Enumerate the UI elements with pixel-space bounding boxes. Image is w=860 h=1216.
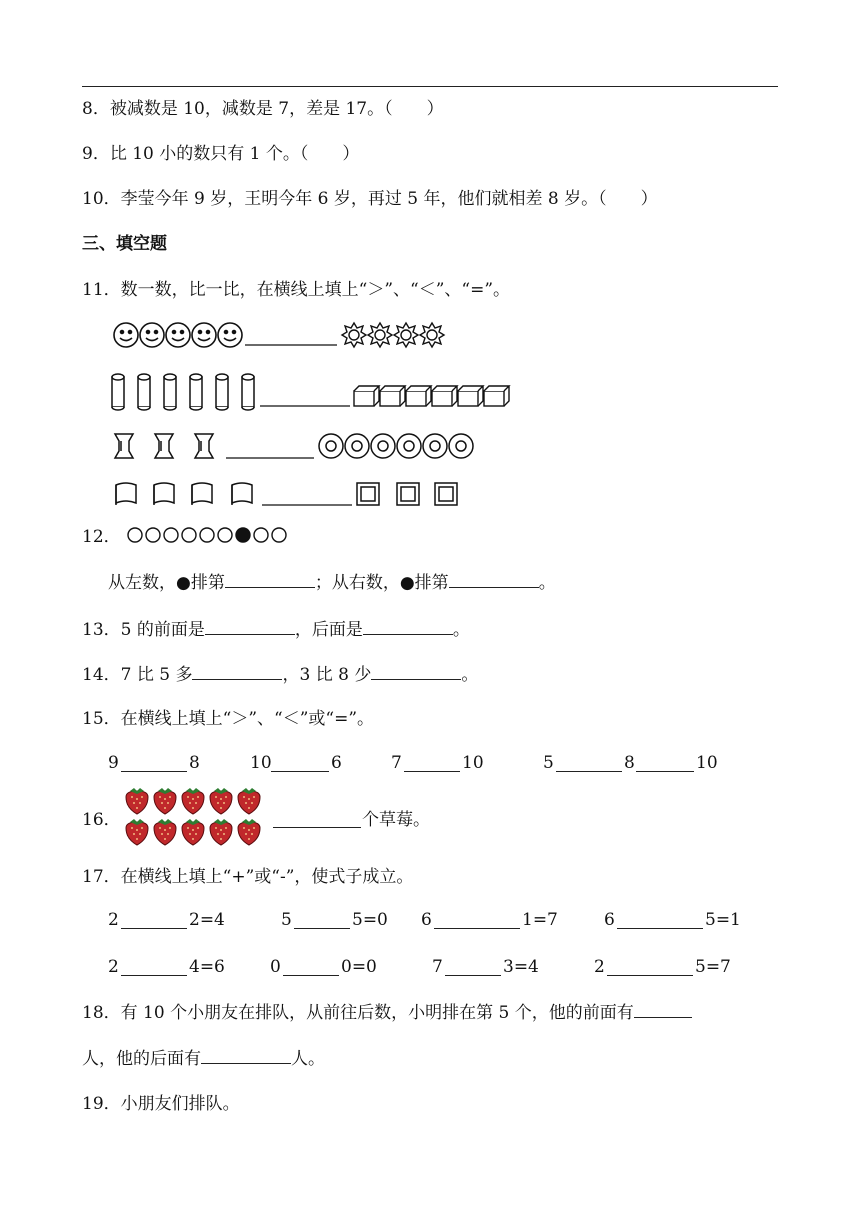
q17-operand: 5 [281, 910, 292, 930]
q12-left-blank[interactable] [225, 570, 315, 588]
q15-blank[interactable] [121, 771, 187, 772]
cylinder-cube-picture [110, 372, 530, 414]
q16-blank[interactable] [273, 827, 361, 828]
q15-blank[interactable] [271, 771, 329, 772]
q17-operand: 6 [604, 910, 615, 930]
question-16-number: 16． [82, 810, 121, 830]
q11-row-flag-square [112, 479, 472, 509]
q12-right-label: ；从右数，●排第 [314, 573, 449, 593]
q15-blank[interactable] [556, 771, 622, 772]
strawberry-picture [124, 786, 274, 848]
q17-result: 5=7 [695, 957, 731, 977]
q13-after-blank[interactable] [363, 617, 453, 635]
q17-blank[interactable] [121, 975, 187, 976]
question-19: 19．小朋友们排队。 [82, 1094, 240, 1114]
q17-result: 1=7 [522, 910, 558, 930]
q17-result: 5=0 [352, 910, 388, 930]
q15-value: 10 [696, 753, 718, 773]
q14-less-blank[interactable] [371, 662, 461, 680]
q17-operand: 6 [421, 910, 432, 930]
circle-sequence [126, 525, 306, 545]
q12-number: 12． [82, 527, 121, 547]
question-14 [82, 662, 478, 687]
q17-result: 0=0 [341, 957, 377, 977]
question-10: 10．李莹今年 9 岁，王明今年 6 岁，再过 5 年，他们就相差 8 岁。（ ） [82, 189, 658, 209]
q11-row-bobbin-ring [112, 431, 482, 463]
q18-end: 人。 [291, 1049, 325, 1069]
q18-text: 18．有 10 个小朋友在排队，从前往后数，小明排在第 5 个，他的前面有 [82, 1003, 634, 1023]
q15-value: 9 [108, 753, 119, 773]
question-15: 15．在横线上填上“＞”、“＜”或“=”。 [82, 709, 375, 729]
q15-blank[interactable] [404, 771, 460, 772]
q18-front-blank[interactable] [634, 1000, 692, 1018]
q12-right-blank[interactable] [449, 570, 539, 588]
q12-left-label: 从左数，●排第 [108, 573, 225, 593]
q15-value: 6 [331, 753, 342, 773]
q11-row-smiley-sun [112, 320, 512, 350]
q16-text: 个草莓。 [362, 810, 430, 830]
question-13 [82, 617, 470, 642]
q17-blank[interactable] [294, 928, 350, 929]
q13-before-blank[interactable] [205, 617, 295, 635]
q17-result: 4=6 [189, 957, 225, 977]
question-9: 9．比 10 小的数只有 1 个。（ ） [82, 144, 360, 164]
question-12 [82, 525, 306, 549]
q17-result: 2=4 [189, 910, 225, 930]
header-rule [82, 86, 778, 87]
q13-before-label: 13．5 的前面是 [82, 620, 205, 640]
q15-value: 8 [189, 753, 200, 773]
q17-operand: 7 [432, 957, 443, 977]
q17-blank[interactable] [607, 975, 693, 976]
q17-operand: 2 [108, 910, 119, 930]
question-18-continued [82, 1046, 325, 1071]
question-17: 17．在横线上填上“+”或“-”，使式子成立。 [82, 867, 414, 887]
q13-after-label: ，后面是 [294, 620, 363, 640]
q15-value: 8 [624, 753, 635, 773]
q15-value: 10 [462, 753, 484, 773]
q17-blank[interactable] [283, 975, 339, 976]
q17-result: 5=1 [705, 910, 741, 930]
q14-end: 。 [461, 665, 479, 685]
q11-row-cylinder-cube [110, 372, 530, 414]
q18-behind-label: 人，他的后面有 [82, 1049, 201, 1069]
q14-less-label: ，3 比 8 少 [282, 665, 372, 685]
q15-value: 10 [250, 753, 272, 773]
q15-value: 5 [543, 753, 554, 773]
q17-blank[interactable] [434, 928, 520, 929]
smiley-sun-picture [112, 320, 512, 352]
q17-operand: 2 [108, 957, 119, 977]
q18-behind-blank[interactable] [201, 1046, 291, 1064]
q17-result: 3=4 [503, 957, 539, 977]
q13-end: 。 [452, 620, 470, 640]
question-12-prompt [108, 570, 556, 595]
q12-end: 。 [538, 573, 556, 593]
q14-more-label: 14．7 比 5 多 [82, 665, 193, 685]
bobbin-ring-picture [112, 431, 482, 463]
question-11: 11．数一数，比一比，在横线上填上“＞”、“＜”、“=”。 [82, 280, 511, 300]
q17-operand: 0 [270, 957, 281, 977]
q17-operand: 2 [594, 957, 605, 977]
q15-blank[interactable] [636, 771, 694, 772]
question-18 [82, 1000, 692, 1025]
question-8: 8．被减数是 10，减数是 7，差是 17。（ ） [82, 99, 444, 119]
flag-square-picture [112, 479, 472, 509]
q17-blank[interactable] [121, 928, 187, 929]
q14-more-blank[interactable] [192, 662, 282, 680]
q15-value: 7 [391, 753, 402, 773]
q17-blank[interactable] [445, 975, 501, 976]
section-heading: 三、填空题 [82, 234, 167, 254]
strawberry-icon [124, 786, 274, 848]
q17-blank[interactable] [617, 928, 703, 929]
